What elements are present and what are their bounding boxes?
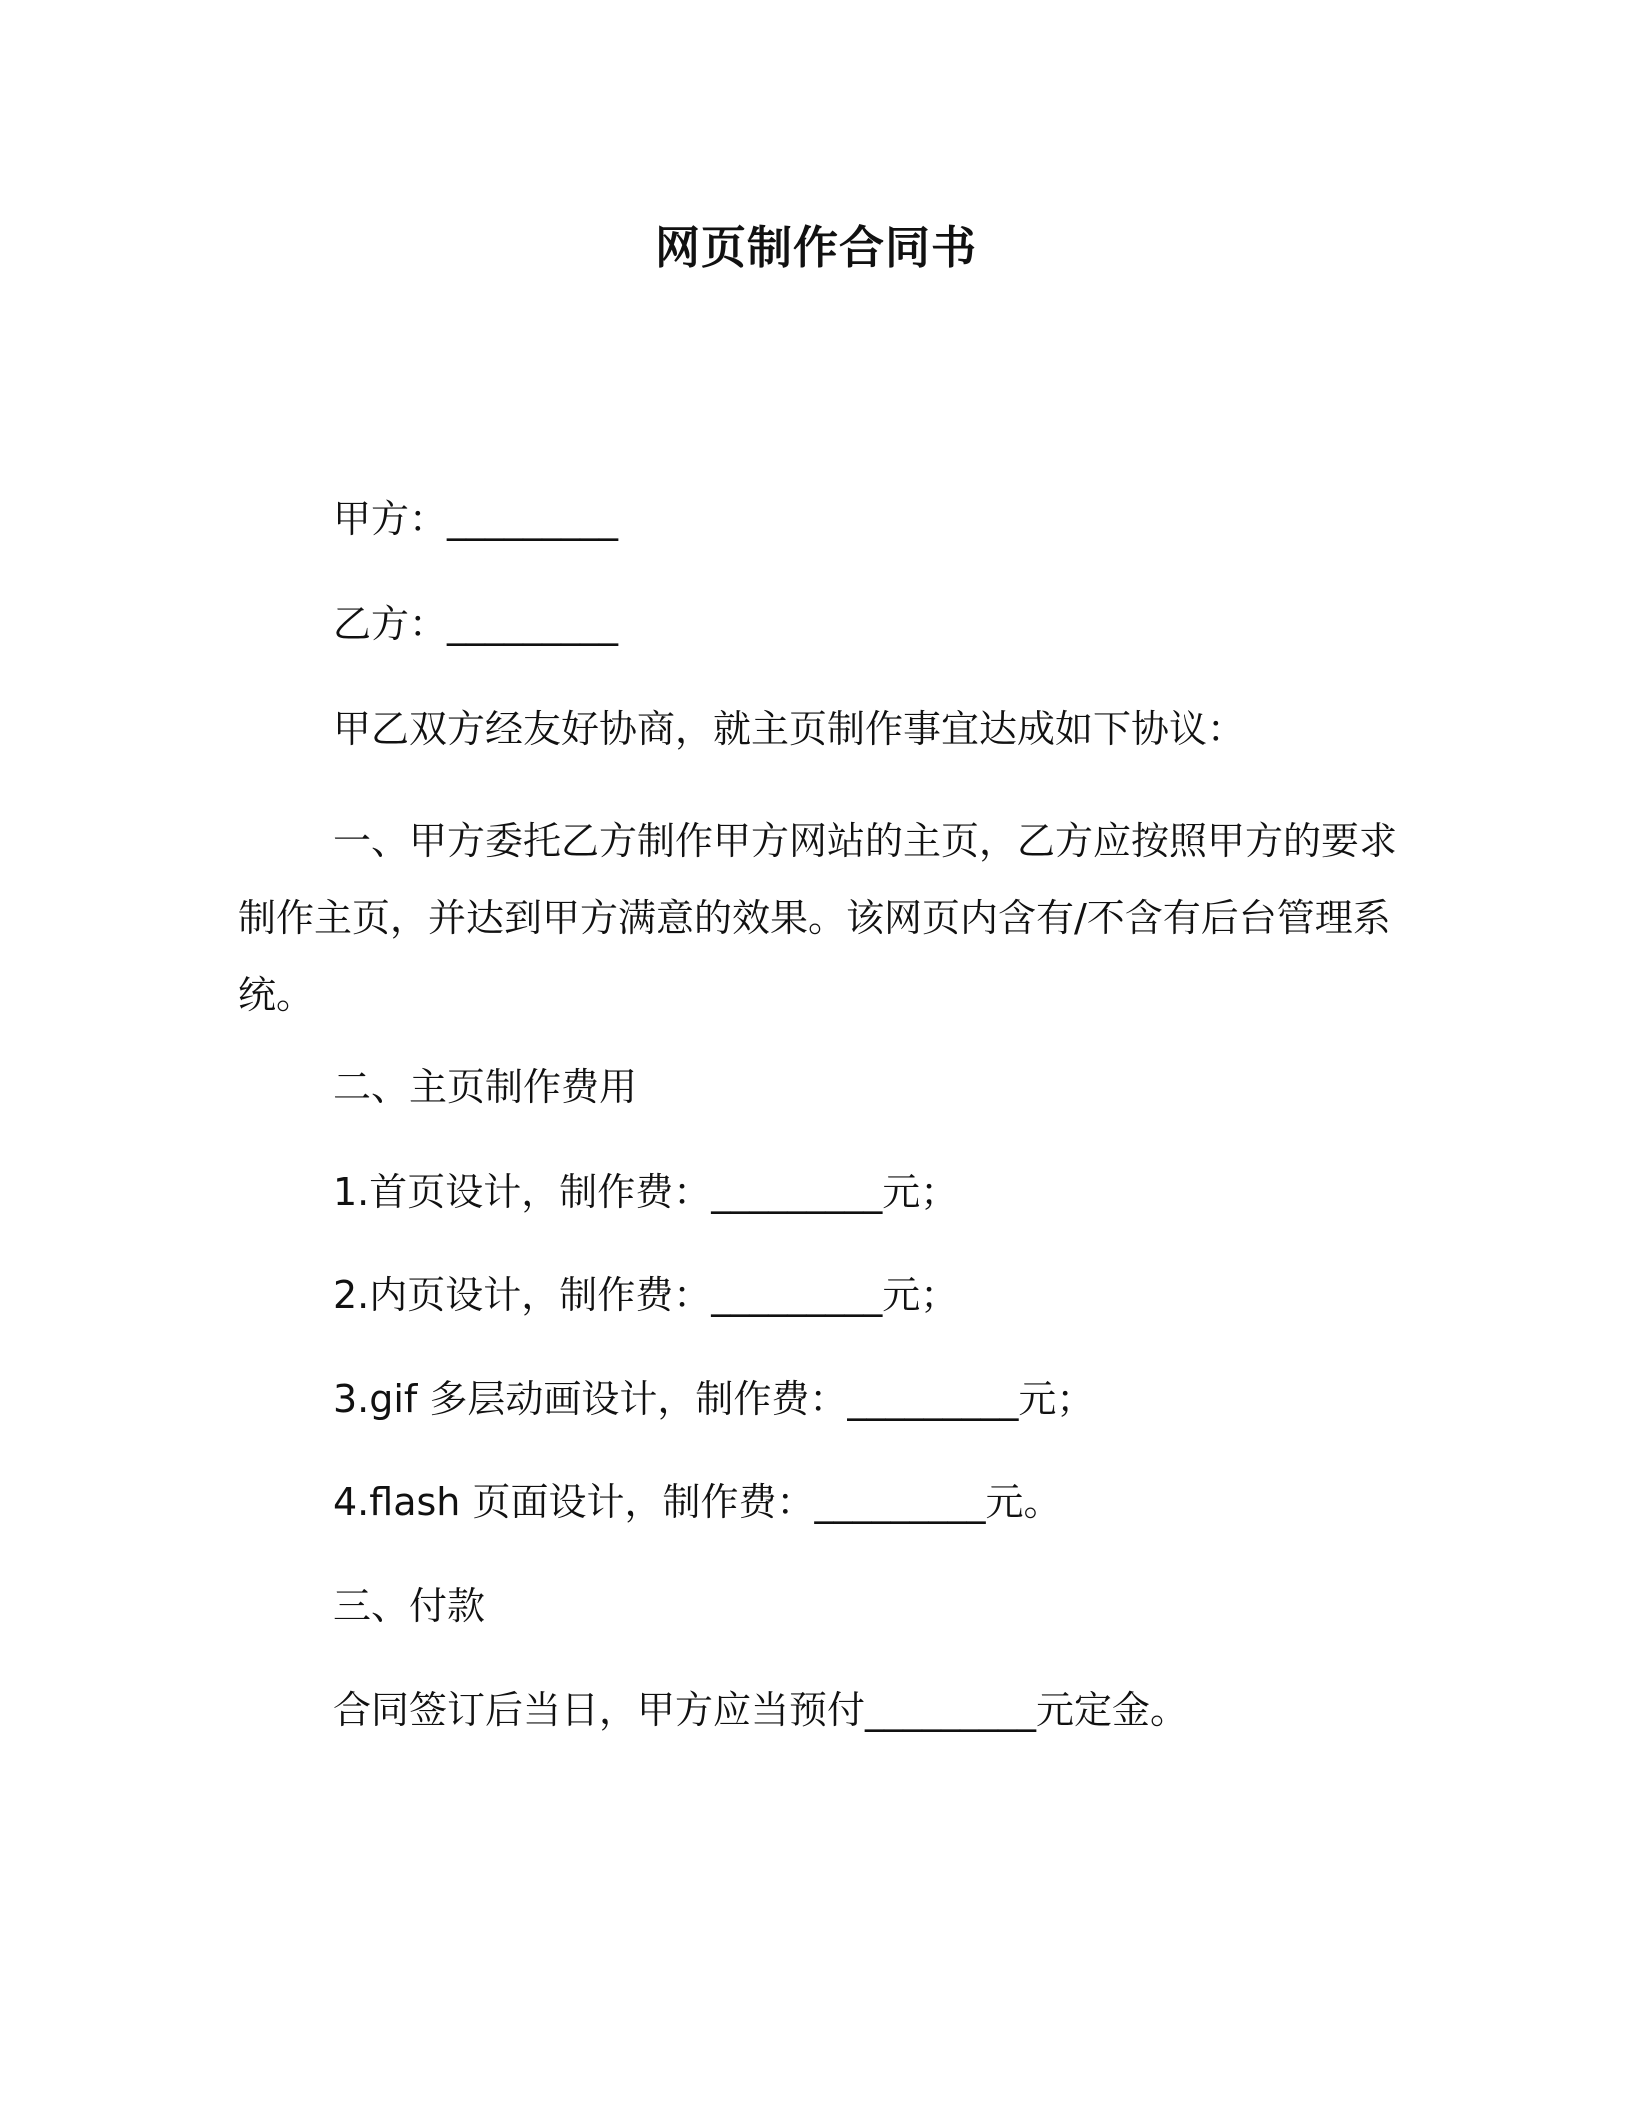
- party-b-line: 乙方：_________: [333, 602, 619, 646]
- payment-paragraph: 合同签订后当日，甲方应当预付_________元定金。: [333, 1688, 1189, 1732]
- party-a-line: 甲方：_________: [333, 497, 619, 541]
- fee-item-2: 2.内页设计，制作费：_________元；: [333, 1273, 959, 1317]
- clause-1-line-3: 统。: [238, 973, 315, 1017]
- fee-item-1: 1.首页设计，制作费：_________元；: [333, 1170, 959, 1214]
- clause-1-line-1: 一、甲方委托乙方制作甲方网站的主页，乙方应按照甲方的要求: [333, 819, 1398, 863]
- clause-1-paragraph: [238, 803, 1398, 1034]
- section-2-heading: 二、主页制作费用: [333, 1065, 638, 1109]
- section-3-heading: 三、付款: [333, 1584, 486, 1628]
- fee-item-3: 3.gif 多层动画设计，制作费：_________元；: [333, 1377, 1095, 1421]
- fee-item-4: 4.flash 页面设计，制作费：_________元。: [333, 1480, 1062, 1524]
- intro-paragraph: 甲乙双方经友好协商，就主页制作事宜达成如下协议：: [333, 707, 1246, 751]
- clause-1-line-2: 制作主页，并达到甲方满意的效果。该网页内含有/不含有后台管理系: [238, 896, 1391, 940]
- document-title: 网页制作合同书: [654, 221, 977, 274]
